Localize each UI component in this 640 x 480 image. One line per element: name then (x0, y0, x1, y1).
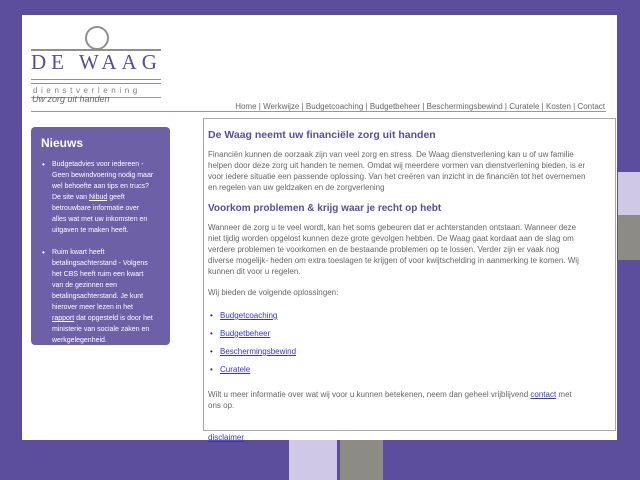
nav-link-budgetcoaching[interactable]: Budgetcoaching (305, 102, 364, 111)
section-heading: Voorkom problemen & krijg waar je recht op hebt (208, 203, 442, 214)
decorative-square-lavender-right (618, 172, 640, 215)
news-item: • Budgetadvies voor iedereen - Geen bewindvoering nodig maar wel behoefte aan tips en trucs? De site van Nibud geeft betrouwbare informatie over alles wat met uw inkomsten en uitgaven te maken heeft. (41, 159, 155, 236)
nav-separator: | (299, 102, 306, 111)
solution-link-budgetcoaching[interactable]: Budgetcoaching (220, 311, 278, 320)
nav-link-budgetbeheer[interactable]: Budgetbeheer (369, 102, 421, 111)
main-content (203, 118, 616, 442)
decorative-square-lavender-bottom (289, 440, 337, 480)
nav-link-contact[interactable]: Contact (577, 102, 605, 111)
disclaimer-link[interactable]: disclaimer (208, 433, 245, 442)
news-sidebar (31, 127, 170, 345)
disclaimer-row (208, 433, 607, 442)
nav-link-kosten[interactable]: Kosten (545, 102, 571, 111)
nav-separator: | (570, 102, 578, 111)
nav-separator: | (363, 102, 370, 111)
solution-item (210, 328, 607, 339)
page-container (22, 15, 617, 440)
intro-paragraph: Financiën kunnen de oorzaak zijn van veel zorg en stress. De Waag dienstverlening kan u of uw familie helpen door deze zorg uit handen te nemen. Omdat wij meerdere vormen van dienstverlening bieden, is er voor iedere situatie een passende oplossing. Van het creëren van inzicht in de financiën tot het overnemen en regelen van uw geldzaken en de zorgverlening (208, 150, 586, 192)
contact-paragraph (208, 389, 586, 411)
sidebar-title: Nieuws (41, 136, 84, 150)
page-title: De Waag neemt uw financiële zorg uit handen (208, 129, 436, 141)
nav-link-beschermingsbewind[interactable]: Beschermingsbewind (426, 102, 503, 111)
solution-link-budgetbeheer[interactable]: Budgetbeheer (220, 329, 271, 338)
solution-link-beschermingsbewind[interactable]: Beschermingsbewind (220, 347, 297, 356)
nav-separator: | (502, 102, 510, 111)
contact-text: met ons op. (208, 390, 572, 410)
news-link-rapport[interactable]: rapport (52, 315, 75, 322)
decorative-square-gray-bottom (340, 440, 383, 480)
logo-subtitle: dienstverlening (33, 86, 141, 95)
section-paragraph: Wanneer de zorg u te veel wordt, kan het soms gebeuren dat er achterstanden ontstaan. Wanneer deze niet tijdig worden opgelost kunnen deze grote gevolgen hebben. De Waag gaat kordaat aan de slag om verdere problemen te voorkomen en de bestaande problemen op te lossen. Verder zijn er vaak nog diverse mogelijk- heden om extra toeslagen te krijgen of voor kwijtschelding in aanmerking te komen. Wij kunnen dit voor u regelen. (208, 223, 579, 276)
logo-double-rule (31, 79, 161, 84)
nav-separator: | (256, 102, 264, 111)
decorative-square-gray-right (618, 215, 640, 260)
solution-link-curatele[interactable]: Curatele (220, 365, 251, 374)
news-link-nibud[interactable]: Nibud (88, 194, 108, 201)
scale-ring-icon (85, 26, 109, 50)
header-divider (31, 111, 606, 112)
nav-separator: | (539, 102, 546, 111)
contact-link[interactable]: contact (530, 390, 557, 399)
nav-separator: | (420, 102, 427, 111)
main-nav (235, 102, 605, 111)
nav-link-home[interactable]: Home (235, 102, 257, 111)
solution-item (210, 364, 607, 375)
solution-item (210, 310, 607, 321)
nav-link-curatele[interactable]: Curatele (509, 102, 540, 111)
nav-link-werkwijze[interactable]: Werkwijze (263, 102, 300, 111)
site-tagline: Uw zorg uit handen (32, 94, 110, 104)
news-list (41, 159, 160, 346)
contact-text: Wilt u meer informatie over wat wij voor u kunnen betekenen, neem dan geheel vrijblijvend (208, 390, 531, 399)
logo-title: DE WAAG (31, 50, 162, 74)
solutions-intro: Wij bieden de volgende oplossingen: (208, 288, 339, 297)
news-item: • Ruim kwart heeft betalingsachterstand - Volgens het CBS heeft ruim een kwart van de gezinnen een betalingsachterstand. Je kunt hierover meer lezen in het rapport dat opgesteld is door het ministerie van sociale zaken en werkgelegenheid. (41, 247, 155, 346)
solutions-list (210, 310, 607, 375)
solution-item (210, 346, 607, 357)
